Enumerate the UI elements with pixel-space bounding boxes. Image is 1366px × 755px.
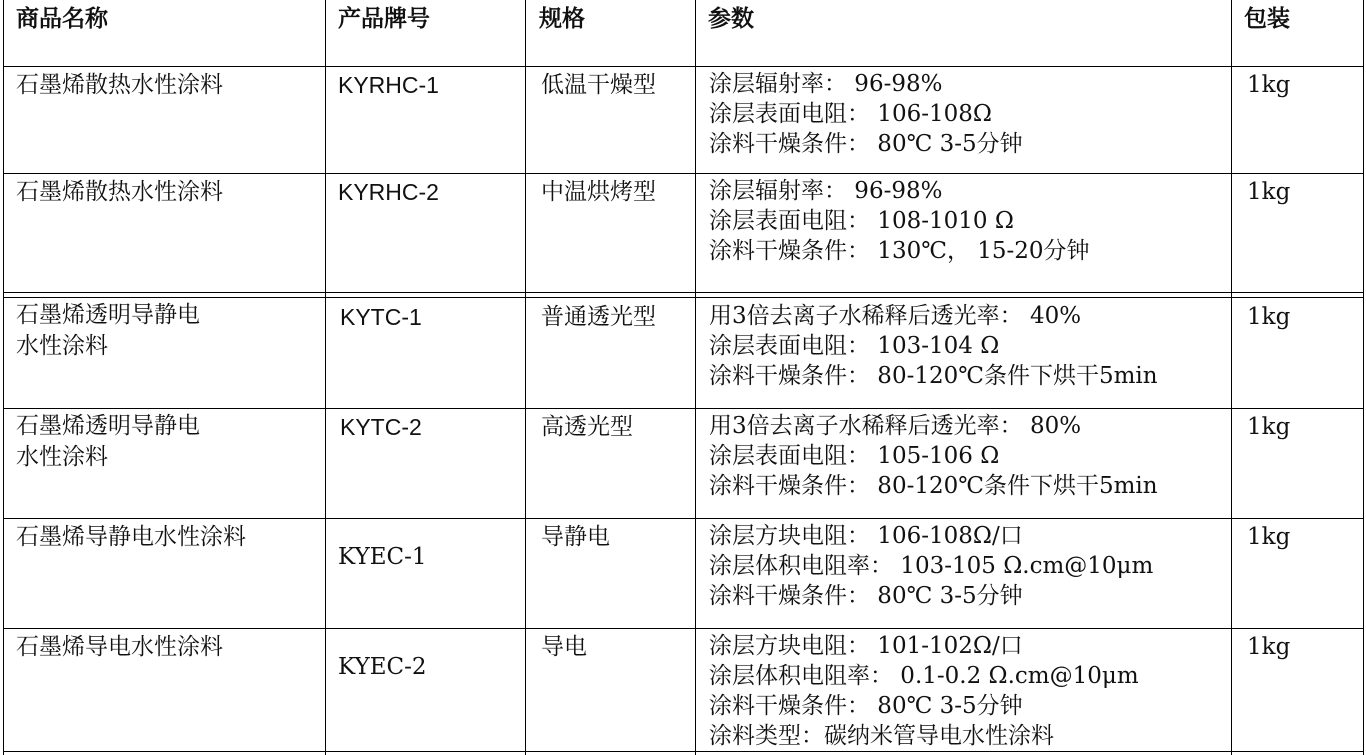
cell-model: KYRHC-2 bbox=[338, 179, 439, 205]
cell-spec: 高透光型 bbox=[541, 414, 633, 440]
header-pack: 包装 bbox=[1244, 6, 1290, 32]
param-line: 用3倍去离子水稀释后透光率： 40% bbox=[709, 303, 1082, 329]
col-divider bbox=[325, 0, 326, 755]
cell-params bbox=[709, 411, 1158, 501]
cell-spec: 导电 bbox=[541, 634, 587, 660]
cell-pack: 1kg bbox=[1247, 179, 1291, 205]
cell-params bbox=[709, 176, 1090, 266]
param-line: 涂层表面电阻： 105-106 Ω bbox=[709, 443, 1000, 469]
cell-name bbox=[16, 300, 200, 362]
row-divider bbox=[3, 66, 1364, 67]
name-line: 水性涂料 bbox=[16, 444, 108, 470]
cell-name bbox=[16, 411, 200, 473]
cell-pack: 1kg bbox=[1247, 634, 1291, 660]
name-line: 石墨烯透明导静电 bbox=[16, 413, 200, 439]
param-line: 涂料类型：碳纳米管导电水性涂料 bbox=[709, 723, 1054, 749]
param-line: 涂层表面电阻： 108-1010 Ω bbox=[709, 208, 1014, 234]
header-params: 参数 bbox=[708, 6, 754, 32]
cell-pack: 1kg bbox=[1247, 72, 1291, 98]
cell-params bbox=[709, 301, 1158, 391]
cell-spec: 中温烘烤型 bbox=[541, 179, 656, 205]
cell-name bbox=[16, 632, 223, 663]
param-line: 涂层表面电阻： 106-108Ω bbox=[709, 101, 992, 127]
name-line: 水性涂料 bbox=[16, 333, 108, 359]
cell-spec: 导静电 bbox=[541, 524, 610, 550]
col-divider bbox=[3, 0, 4, 755]
param-line: 涂层方块电阻： 106-108Ω/口 bbox=[709, 523, 1023, 549]
header-name: 商品名称 bbox=[16, 6, 108, 32]
cell-spec: 低温干燥型 bbox=[541, 72, 656, 98]
param-line: 涂层体积电阻率： 103-105 Ω.cm@10μm bbox=[709, 553, 1154, 579]
cell-params bbox=[709, 521, 1153, 611]
cell-params bbox=[709, 69, 1023, 159]
header-spec: 规格 bbox=[539, 6, 585, 32]
param-line: 涂料干燥条件： 80℃ 3-5分钟 bbox=[709, 693, 1023, 719]
name-line: 石墨烯透明导静电 bbox=[16, 302, 200, 328]
cell-pack: 1kg bbox=[1247, 524, 1291, 550]
row-divider bbox=[3, 518, 1364, 519]
col-divider bbox=[1363, 0, 1364, 755]
cell-model: KYRHC-1 bbox=[338, 72, 439, 98]
row-divider bbox=[3, 628, 1364, 629]
col-divider bbox=[525, 0, 526, 755]
cell-pack: 1kg bbox=[1247, 414, 1291, 440]
param-line: 涂层体积电阻率： 0.1-0.2 Ω.cm@10μm bbox=[709, 663, 1139, 689]
name-line: 石墨烯散热水性涂料 bbox=[16, 179, 223, 205]
param-line: 涂料干燥条件： 80℃ 3-5分钟 bbox=[709, 583, 1023, 609]
cell-name bbox=[16, 177, 223, 208]
cell-model: KYEC-2 bbox=[338, 654, 427, 680]
cell-params bbox=[709, 631, 1139, 751]
cell-model: KYEC-1 bbox=[338, 544, 427, 570]
cell-name bbox=[16, 522, 246, 553]
name-line: 石墨烯导静电水性涂料 bbox=[16, 524, 246, 550]
name-line: 石墨烯导电水性涂料 bbox=[16, 634, 223, 660]
param-line: 涂层辐射率： 96-98% bbox=[709, 178, 943, 204]
cell-model: KYTC-1 bbox=[340, 304, 422, 330]
param-line: 涂料干燥条件： 80-120℃条件下烘干5min bbox=[709, 473, 1158, 499]
cell-spec: 普通透光型 bbox=[541, 304, 656, 330]
cell-name bbox=[16, 70, 223, 101]
cell-model: KYTC-2 bbox=[340, 414, 422, 440]
row-divider bbox=[3, 408, 1364, 409]
param-line: 涂层方块电阻： 101-102Ω/口 bbox=[709, 633, 1023, 659]
cell-pack: 1kg bbox=[1247, 304, 1291, 330]
param-line: 涂料干燥条件： 130℃， 15-20分钟 bbox=[709, 238, 1090, 264]
param-line: 涂料干燥条件： 80-120℃条件下烘干5min bbox=[709, 363, 1158, 389]
param-line: 涂料干燥条件： 80℃ 3-5分钟 bbox=[709, 131, 1023, 157]
col-divider bbox=[695, 0, 696, 755]
row-divider bbox=[3, 297, 1364, 298]
name-line: 石墨烯散热水性涂料 bbox=[16, 72, 223, 98]
header-model: 产品牌号 bbox=[338, 6, 430, 32]
row-divider bbox=[3, 173, 1364, 174]
param-line: 涂层表面电阻： 103-104 Ω bbox=[709, 333, 1000, 359]
row-divider bbox=[3, 751, 1364, 752]
col-divider bbox=[1231, 0, 1232, 755]
param-line: 用3倍去离子水稀释后透光率： 80% bbox=[709, 413, 1082, 439]
row-divider bbox=[3, 292, 1364, 293]
param-line: 涂层辐射率： 96-98% bbox=[709, 71, 943, 97]
